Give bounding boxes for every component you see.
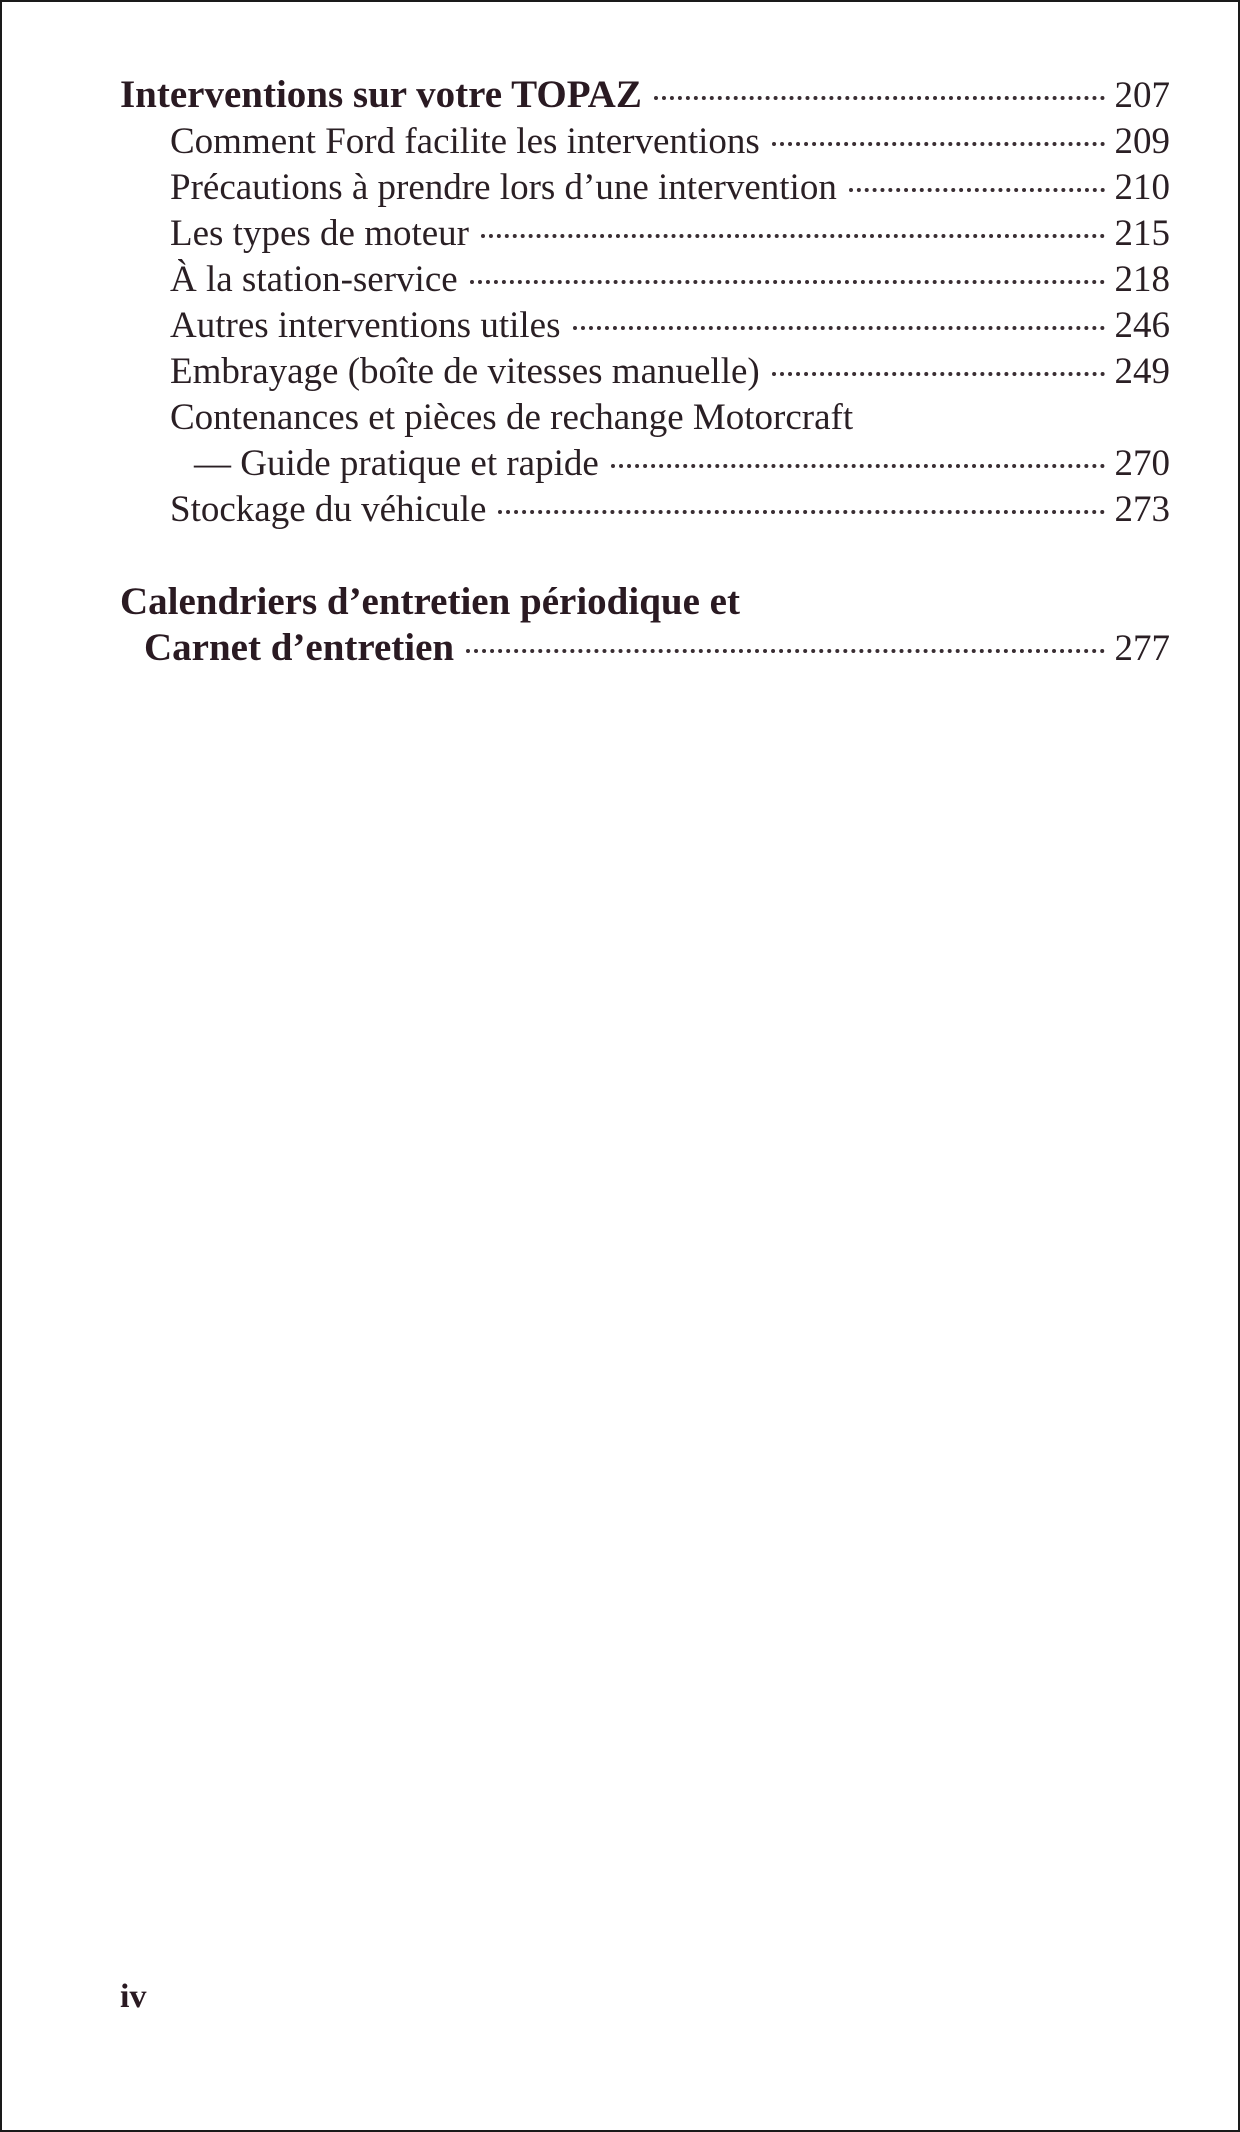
dot-leader <box>849 188 1105 192</box>
toc-heading-title: Calendriers d’entretien périodique et <box>120 580 740 623</box>
dot-leader <box>481 234 1105 238</box>
toc-entry-title: Contenances et pièces de rechange Motorcraft <box>170 397 854 438</box>
toc-entry-title: Stockage du véhicule <box>170 489 487 530</box>
dot-leader <box>498 510 1104 514</box>
table-of-contents <box>120 72 1170 718</box>
toc-page-number: 270 <box>1114 443 1170 484</box>
toc-entry[interactable] <box>120 119 1170 165</box>
toc-heading-title: Interventions sur votre TOPAZ <box>120 73 642 116</box>
toc-page-number: 209 <box>1114 121 1170 162</box>
dot-leader <box>573 326 1105 330</box>
toc-entry[interactable] <box>120 165 1170 211</box>
toc-entry[interactable] <box>120 303 1170 349</box>
toc-entry-subtitle: — Guide pratique et rapide <box>194 443 599 484</box>
toc-entry-continuation[interactable] <box>120 441 1170 487</box>
dot-leader <box>772 372 1105 376</box>
toc-entry-title: Autres interventions utiles <box>170 305 561 346</box>
toc-page-number: 273 <box>1114 489 1170 530</box>
toc-entry[interactable] <box>120 349 1170 395</box>
toc-entry-title: Précautions à prendre lors d’une intervention <box>170 167 837 208</box>
toc-heading[interactable] <box>120 72 1170 119</box>
toc-page-number: 249 <box>1114 351 1170 392</box>
dot-leader <box>654 96 1105 100</box>
toc-entry-title: Comment Ford facilite les interventions <box>170 121 760 162</box>
toc-entry-title: Embrayage (boîte de vitesses manuelle) <box>170 351 760 392</box>
toc-page-number: 210 <box>1114 167 1170 208</box>
toc-page-number: 246 <box>1114 305 1170 346</box>
toc-section-calendriers <box>120 579 1170 672</box>
toc-page-number: 215 <box>1114 213 1170 254</box>
toc-page-number: 207 <box>1114 75 1170 116</box>
toc-heading-title: Carnet d’entretien <box>144 626 455 669</box>
toc-section-interventions <box>120 72 1170 533</box>
dot-leader <box>470 280 1105 284</box>
page-folio: iv <box>120 1978 147 2015</box>
toc-heading-line2[interactable] <box>120 625 1170 672</box>
toc-entry[interactable] <box>120 257 1170 303</box>
toc-entry-line1[interactable] <box>120 395 1170 441</box>
dot-leader <box>772 142 1105 146</box>
toc-page-number: 277 <box>1114 628 1170 669</box>
toc-entry-title: Les types de moteur <box>170 213 469 254</box>
toc-entry-title: À la station-service <box>170 259 458 300</box>
toc-page-number: 218 <box>1114 259 1170 300</box>
toc-entry[interactable] <box>120 211 1170 257</box>
dot-leader <box>466 649 1104 653</box>
dot-leader <box>611 464 1105 468</box>
toc-entry[interactable] <box>120 487 1170 533</box>
toc-heading-line1[interactable] <box>120 579 1170 625</box>
